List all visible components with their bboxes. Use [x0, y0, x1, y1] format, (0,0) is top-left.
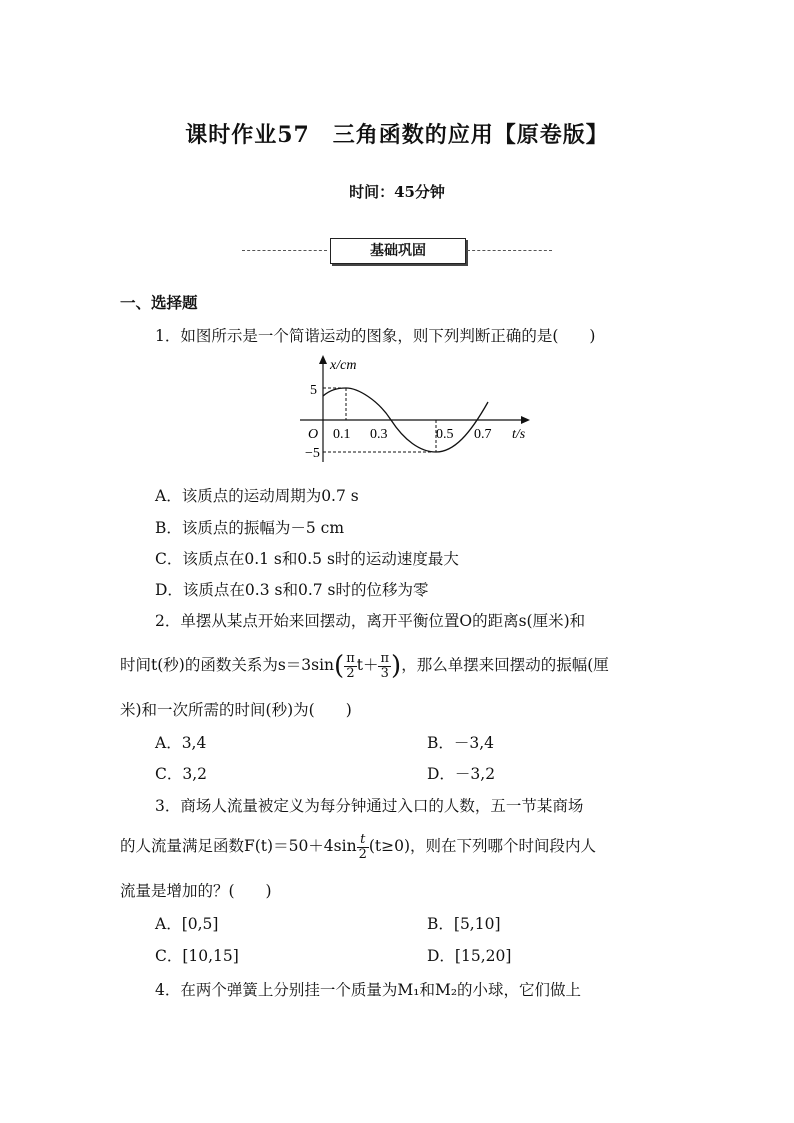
- q2-line2: 时间t(秒)的函数关系为s＝3sin( $\frac{\pi}{2}$ t＋ $\frac{\pi}{3}$ )，那么单摆来回摆动的振幅(厘: [120, 650, 609, 681]
- xtick-0.1: 0.1: [333, 427, 351, 442]
- q3-option-d: D．[15,20]: [427, 947, 512, 965]
- ytick-5: 5: [310, 383, 317, 398]
- q2-option-c: C．3,2: [155, 765, 208, 783]
- q3-line2-suffix: (t≥0)，则在下列哪个时间段内人: [368, 837, 597, 855]
- q1-option-a: A．该质点的运动周期为0.7 s: [155, 487, 359, 505]
- q3-line1: 3．商场人流量被定义为每分钟通过入口的人数，五一节某商场: [155, 797, 584, 815]
- q2-option-b: B．－3,4: [427, 734, 495, 752]
- q1-option-b: B．该质点的振幅为－5 cm: [155, 519, 345, 537]
- q3-frac-t-2: $\frac{t}{2}$: [358, 831, 367, 862]
- q4-line1: 4．在两个弹簧上分别挂一个质量为M₁和M₂的小球，它们做上: [155, 981, 582, 999]
- q3-option-a: A．[0,5]: [155, 915, 219, 933]
- q2-mid-term: t＋: [356, 656, 379, 674]
- q3-option-c: C．[10,15]: [155, 947, 239, 965]
- xtick-0.7: 0.7: [474, 427, 492, 442]
- banner-divider-right: [467, 250, 552, 251]
- time-limit: 时间：45分钟: [349, 183, 445, 201]
- xtick-0.3: 0.3: [370, 427, 388, 442]
- q1-option-c: C．该质点在0.1 s和0.5 s时的运动速度最大: [155, 550, 459, 568]
- page-title: 课时作业57 三角函数的应用【原卷版】: [185, 122, 609, 148]
- q2-option-a: A．3,4: [155, 734, 207, 752]
- x-axis-arrow: [521, 416, 530, 424]
- q3-line2-prefix: 的人流量满足函数F(t)＝50＋4sin: [120, 837, 357, 855]
- origin-label: O: [308, 427, 319, 442]
- q2-line1: 2．单摆从某点开始来回摆动，离开平衡位置O的距离s(厘米)和: [155, 612, 586, 630]
- q3-line2: [120, 826, 596, 866]
- y-axis-arrow: [319, 355, 327, 364]
- q1-option-d: D．该质点在0.3 s和0.7 s时的位移为零: [155, 581, 429, 599]
- x-axis-label: t/s: [512, 427, 526, 442]
- q3-option-b: B．[5,10]: [427, 915, 501, 933]
- q1-stem: 1．如图所示是一个简谐运动的图象，则下列判断正确的是( ): [155, 327, 596, 345]
- xtick-0.5: 0.5: [436, 427, 454, 442]
- q3-line3: 流量是增加的？( ): [120, 882, 272, 900]
- q2-frac-pi-3: $\frac{\pi}{3}$: [380, 650, 390, 681]
- q2-line3: 米)和一次所需的时间(秒)为( ): [120, 701, 352, 719]
- banner-divider-left: [242, 250, 327, 251]
- q2-line2-prefix: 时间t(秒)的函数关系为s＝3sin: [120, 656, 335, 674]
- q1-harmonic-graph: [290, 352, 540, 467]
- banner-label: 基础巩固: [330, 238, 466, 264]
- q2-line2-suffix: ，那么单摆来回摆动的振幅(厘: [401, 656, 609, 674]
- ytick-neg5: −5: [305, 446, 320, 461]
- q2-frac-pi-2: $\frac{\pi}{2}$: [346, 650, 355, 681]
- section-heading: 一、选择题: [120, 294, 198, 312]
- q2-option-d: D．－3,2: [427, 765, 496, 783]
- section-banner: [242, 238, 552, 268]
- y-axis-label: x/cm: [330, 358, 357, 373]
